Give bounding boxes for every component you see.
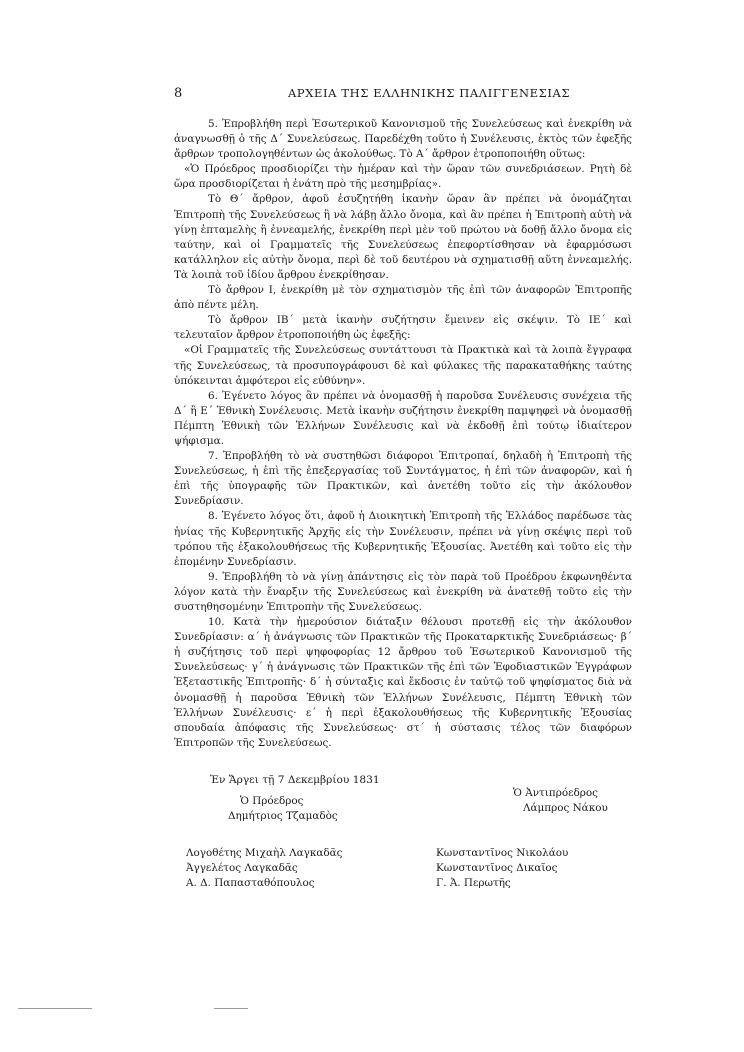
signatory-name: Κωνσταντῖνος Νικολάου <box>436 847 569 859</box>
paragraph-article-ib: Τὸ ἄρθρον ΙΒ΄ μετὰ ἱκανὴν συζήτησιν ἔμεινεν εἰς σκέψιν. Τὸ ΙΕ΄ καὶ τελευταῖον ἄρθρον ἐτροποποιήθη ὡς ἐφεξῆς: <box>174 314 632 342</box>
signatory-name: Α. Δ. Παπασταθόπουλος <box>186 877 315 889</box>
president-signature <box>228 794 338 824</box>
signatory-name: Ἀγγελέτος Λαγκαδᾶς <box>186 862 298 874</box>
dateline: Ἐν Ἄργει τῇ 7 Δεκεμβρίου 1831 <box>210 774 380 786</box>
paragraph-article-theta: Τὸ Θ΄ ἄρθρον, ἀφοῦ ἐσυζητήθη ἱκανὴν ὥραν ἂν πρέπει νὰ ὀνομάζηται Ἐπιτροπὴ τῆς Συνελεύσεως ἢ νὰ λάβῃ ἄλλο ὄνομα, καὶ ἂν πρέπει ἡ Ἐπιτροπὴ αὐτὴ νὰ γίνῃ ἑπταμελὴς ἢ ἐννεαμελής, ἐνεκρίθη περὶ μὲν τοῦ πρώτου νὰ δοθῇ ἄλλο ὄνομα εἰς ταύτην, καὶ οἱ Γραμματεῖς τῆς Συνελεύσεως ἐπεφορτίσθησαν νὰ ἐφαρμόσωσι κατάλληλον εἰς αὐτὴν ὄνομα, περὶ δὲ τοῦ δευτέρου νὰ σχηματισθῇ αὕτη ἐννεαμελής. Τὰ λοιπὰ τοῦ ἰδίου ἄρθρου ἐνεκρίθησαν. <box>174 193 632 281</box>
signatories-left <box>186 846 342 891</box>
paragraph-5: 5. Ἐπροβλήθη περὶ Ἐσωτερικοῦ Κανονισμοῦ τῆς Συνελεύσεως καὶ ἐνεκρίθη νὰ ἀναγνωσθῇ ὁ τῆς Δ΄ Συνελεύσεως. Παρεδέχθη τοῦτο ἡ Συνέλευσις, ἐκτὸς τῶν ἐφεξῆς ἄρθρων τροπολογηθέντων ὡς ἀκολούθως. Τὸ Α΄ ἄρθρον ἐτροποποιήθη οὕτως: <box>174 118 632 161</box>
paragraph-7: 7. Ἐπροβλήθη τὸ νὰ συστηθῶσι διάφοροι Ἐπιτροπαί, δηλαδὴ ἡ Ἐπιτροπὴ τῆς Συνελεύσεως, ἡ ἐπὶ τῆς ἐπεξεργασίας τοῦ Συντάγματος, ἡ ἐπὶ τῶν ἀναφορῶν, καὶ ἡ ἐπὶ τῆς ὑπογραφῆς τῶν Πρακτικῶν, καὶ ἀνετέθη τοῦτο εἰς τὴν ἀκόλουθον Συνεδρίασιν. <box>174 450 632 508</box>
paragraph-9: 9. Ἐπροβλήθη τὸ νὰ γίνῃ ἀπάντησις εἰς τὸν παρὰ τοῦ Προέδρου ἐκφωνηθέντα λόγον κατὰ τὴν ἔναρξιν τῆς Συνελεύσεως καὶ ἐνεκρίθη νὰ ἀνατεθῇ τοῦτο εἰς τὴν συστηθησομένην Ἐπιτροπὴν τῆς Συνελεύσεως. <box>174 570 632 613</box>
scan-edge-mark <box>214 1008 248 1009</box>
page-number: 8 <box>174 86 183 101</box>
president-name: Δημήτριος Τζαμαδὸς <box>228 810 338 822</box>
vice-president-name: Λάμπρος Νάκου <box>523 802 608 814</box>
signatory-name: Λογοθέτης Μιχαὴλ Λαγκαδᾶς <box>186 847 343 859</box>
paragraph-8: 8. Ἐγένετο λόγος ὅτι, ἀφοῦ ἡ Διοικητικὴ Ἐπιτροπὴ τῆς Ἑλλάδος παρέδωσε τὰς ἡνίας τῆς Κυβερνητικῆς Ἀρχῆς εἰς τὴν Συνέλευσιν, πρέπει νὰ γίνῃ σκέψις περὶ τοῦ τρόπου τῆς ἐξακολουθήσεως τῆς Κυβερνητικῆς Ἐξουσίας. Ἀνετέθη καὶ τοῦτο εἰς τὴν ἐπομένην Συνεδρίασιν. <box>174 510 632 568</box>
paragraph-article-i: Τὸ ἄρθρον Ι, ἐνεκρίθη μὲ τὸν σχηματισμὸν τῆς ἐπὶ τῶν ἀναφορῶν Ἐπιτροπῆς ἀπὸ πέντε μέλη. <box>174 284 632 312</box>
quote-article-a: «Ὁ Πρόεδρος προσδιορίζει τὴν ἡμέραν καὶ τὴν ὥραν τῶν συνεδριάσεων. Ρητὴ δὲ ὥρα προσδιορίζεται ἡ ἐνάτη πρὸ τῆς μεσημβρίας». <box>174 163 632 191</box>
paragraph-10: 10. Κατὰ τὴν ἡμερούσιον διάταξιν θέλουσι προτεθῇ εἰς τὴν ἀκόλουθον Συνεδρίασιν: α΄ ἡ ἀνάγνωσις τῶν Πρακτικῶν τῆς Προκαταρκτικῆς Συνεδριάσεως· β΄ ἡ συζήτησις τοῦ περὶ ψηφοφορίας 12 ἄρθρου τοῦ Ἐσωτερικοῦ Κανονισμοῦ τῆς Συνελεύσεως· γ΄ ἡ ἀνάγνωσις τῶν Πρακτικῶν τῆς ἐπὶ τῶν Ἐφοδιαστικῶν Ἐγγράφων Ἐξεταστικῆς Ἐπιτροπῆς· δ΄ ἡ σύνταξις καὶ ἔκδοσις ἐν ταὐτῷ τοῦ ψηφίσματος διὰ νὰ ὀνομασθῇ ἡ παροῦσα Ἐθνικὴ τῶν Ἑλλήνων Συνέλευσις, Πέμπτη Ἐθνικὴ τῶν Ἑλλήνων Συνέλευσις· ε΄ ἡ περὶ ἐξακολουθήσεως τῆς Κυβερνητικῆς Ἐξουσίας σπουδαία ἀπόφασις τῆς Συνελεύσεως· στ΄ ἡ σύστασις τέλος τῶν διαφόρων Ἐπιτροπῶν τῆς Συνελεύσεως. <box>174 616 632 749</box>
signatories-right <box>436 846 568 891</box>
signatory-name: Γ. Ἀ. Περωτῆς <box>436 877 511 889</box>
signatory-name: Κωνσταντῖνος Δικαῖος <box>436 862 558 874</box>
quote-article-ie: «Οἱ Γραμματεῖς τῆς Συνελεύσεως συντάττουσι τὰ Πρακτικὰ καὶ τὰ λοιπὰ ἔγγραφα τῆς Συνελεύσεως, τὰ προσυπογράφουσι δὲ καὶ φύλακες τῆς παρακαταθήκης ταύτης ὑπόκεινται ἀμφότεροι εἰς εὐθύνην». <box>174 344 632 387</box>
president-title: Ὁ Πρόεδρος <box>240 795 304 807</box>
body-text <box>174 117 632 751</box>
paragraph-6: 6. Ἐγένετο λόγος ἂν πρέπει νὰ ὀνομασθῇ ἡ παροῦσα Συνέλευσις συνέχεια τῆς Δ΄ ἢ Ε΄ Ἐθνικὴ Συνέλευσις. Μετὰ ἱκανὴν συζήτησιν ἐνεκρίθη παμψηφεὶ νὰ ὀνομασθῇ Πέμπτη Ἐθνικὴ τῶν Ἑλλήνων Συνέλευσις καὶ νὰ ἐκδοθῇ ἐπὶ τούτῳ ἰδιαίτερον ψήφισμα. <box>174 389 632 447</box>
scan-edge-mark <box>18 1008 92 1009</box>
vice-president-title: Ὁ Ἀντιπρόεδρος <box>513 787 598 799</box>
vice-president-signature <box>513 786 608 816</box>
running-head: ΑΡΧΕΙΑ ΤΗΣ ΕΛΛΗΝΙΚΗΣ ΠΑΛΙΓΓΕΝΕΣΙΑΣ <box>288 86 571 100</box>
